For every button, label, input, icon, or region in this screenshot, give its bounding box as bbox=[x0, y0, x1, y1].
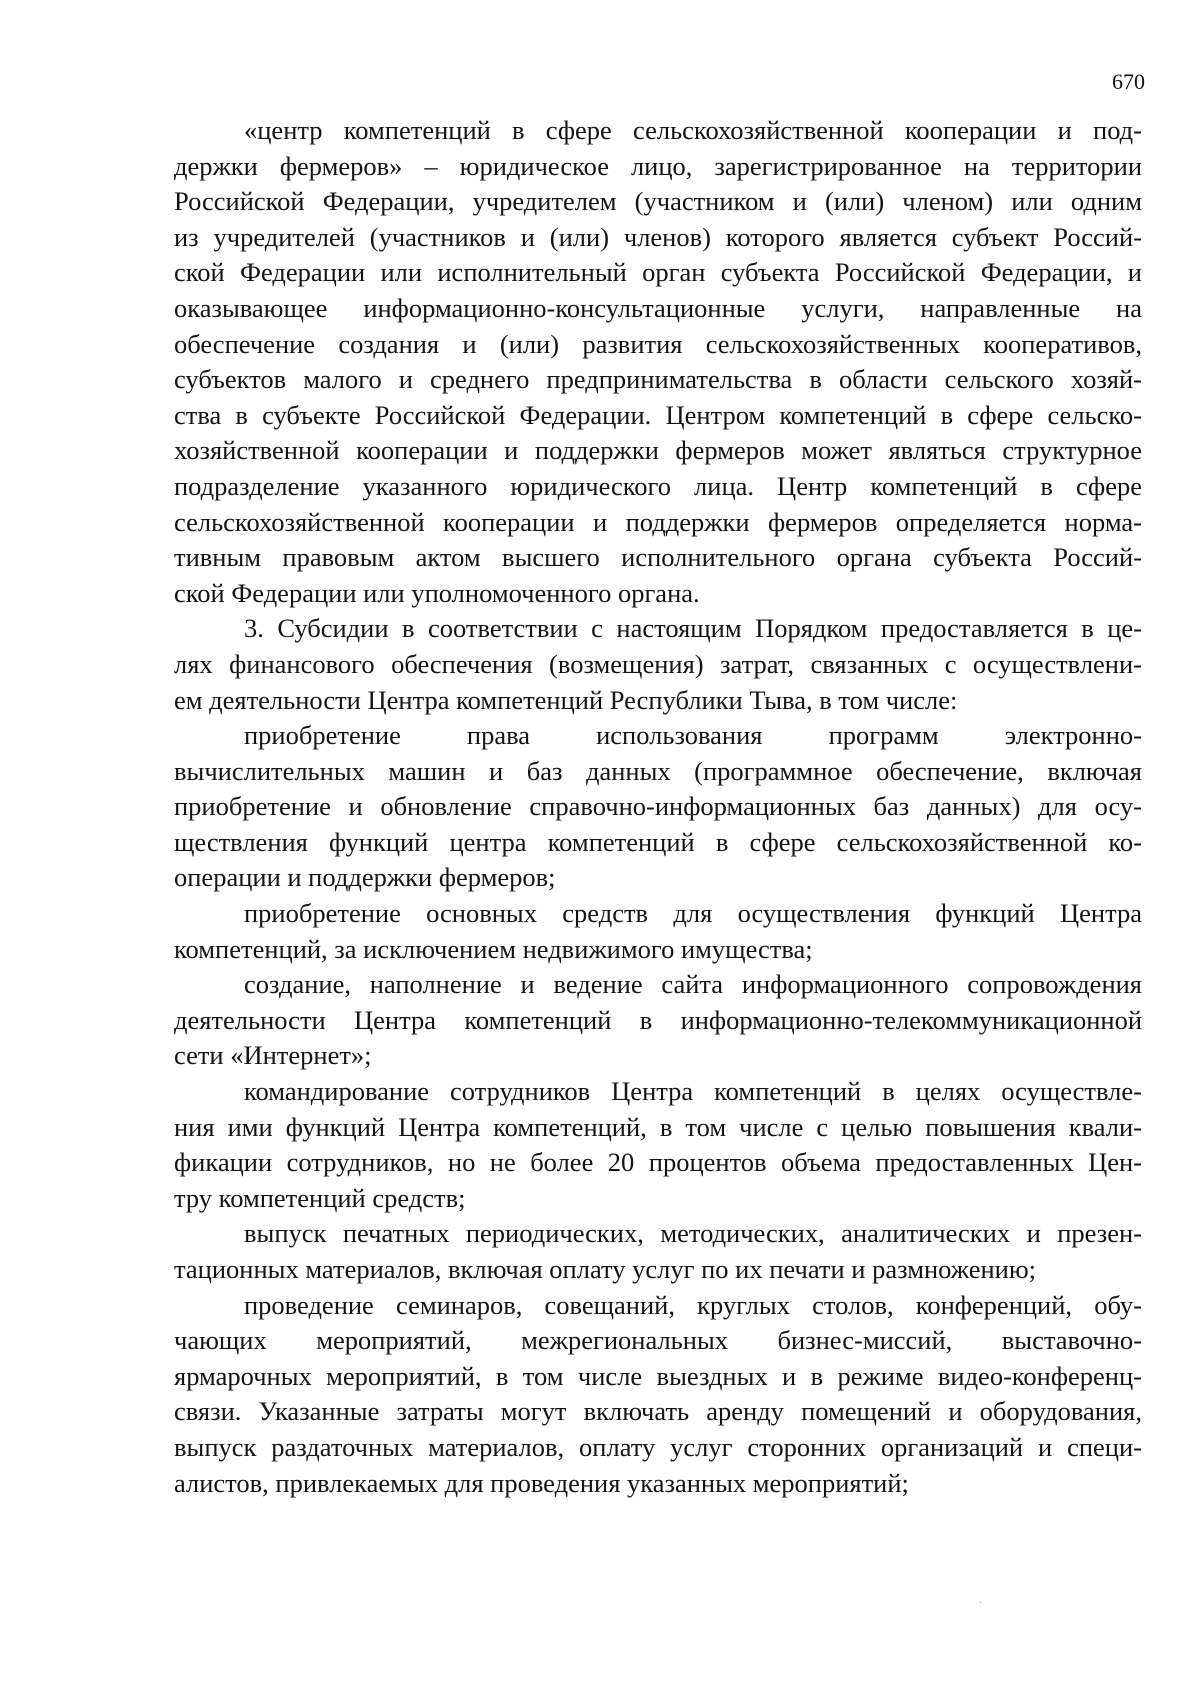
text-line: командирование сотрудников Центра компетенций в целях осуществле- bbox=[244, 1076, 1142, 1107]
text-line: 3. Субсидии в соответствии с настоящим Порядком предоставляется в це- bbox=[244, 613, 1142, 644]
paragraph-business-trips bbox=[174, 1074, 1142, 1216]
text-line: тационных материалов, включая оплату услуг по их печати и размножению; bbox=[174, 1254, 1037, 1284]
paragraph-events bbox=[174, 1288, 1142, 1502]
text-line: обеспечение создания и (или) развития сельскохозяйственных кооперативов, bbox=[174, 328, 1142, 359]
text-line: держки фермеров» – юридическое лицо, зарегистрированное на территории bbox=[174, 150, 1142, 181]
text-line: ярмарочных мероприятий, в том числе выездных и в режиме видео-конференц- bbox=[174, 1360, 1142, 1391]
text-line: приобретение основных средств для осуществления функций Центра bbox=[244, 898, 1142, 929]
text-line: вычислительных машин и баз данных (программное обеспечение, включая bbox=[174, 755, 1142, 786]
paragraph-website bbox=[174, 967, 1142, 1074]
text-line: из учредителей (участников и (или) членов) которого является субъект Россий- bbox=[174, 221, 1142, 252]
text-line: деятельности Центра компетенций в информационно-телекоммуникационной bbox=[174, 1004, 1142, 1035]
paragraph-software bbox=[174, 718, 1142, 896]
text-line: проведение семинаров, совещаний, круглых столов, конференций, обу- bbox=[244, 1289, 1142, 1320]
text-line: сельскохозяйственной кооперации и поддержки фермеров определяется норма- bbox=[174, 506, 1142, 537]
text-line: чающих мероприятий, межрегиональных бизнес-миссий, выставочно- bbox=[174, 1325, 1142, 1356]
text-line: ем деятельности Центра компетенций Республики Тыва, в том числе: bbox=[174, 684, 958, 715]
text-line: выпуск раздаточных материалов, оплату услуг сторонних организаций и специ- bbox=[174, 1431, 1142, 1462]
text-line: ской Федерации или уполномоченного органа. bbox=[174, 577, 700, 608]
text-line: сети «Интернет»; bbox=[174, 1040, 372, 1071]
paragraph-item-3 bbox=[174, 611, 1142, 718]
page-number: 670 bbox=[1112, 69, 1145, 94]
text-line: оказывающее информационно-консультационные услуги, направленные на bbox=[174, 292, 1142, 323]
text-line: лях финансового обеспечения (возмещения) затрат, связанных с осуществлени- bbox=[174, 648, 1142, 679]
text-line: ской Федерации или исполнительный орган субъекта Российской Федерации, и bbox=[174, 257, 1142, 288]
paragraph-fixed-assets bbox=[174, 896, 1142, 967]
text-line: алистов, привлекаемых для проведения указанных мероприятий; bbox=[174, 1467, 909, 1498]
text-line: ществления функций центра компетенций в сфере сельскохозяйственной ко- bbox=[174, 826, 1142, 857]
paragraph-definition bbox=[174, 113, 1142, 611]
text-line: «центр компетенций в сфере сельскохозяйственной кооперации и под- bbox=[244, 115, 1142, 145]
text-line: хозяйственной кооперации и поддержки фермеров может являться структурное bbox=[174, 435, 1142, 466]
text-line: выпуск печатных периодических, методических, аналитических и презен- bbox=[244, 1218, 1142, 1249]
text-line: субъектов малого и среднего предпринимательства в области сельского хозяй- bbox=[174, 364, 1142, 395]
document-body bbox=[174, 113, 1142, 1501]
text-line: компетенций, за исключением недвижимого имущества; bbox=[174, 933, 813, 964]
text-line: ства в субъекте Российской Федерации. Центром компетенций в сфере сельско- bbox=[174, 399, 1142, 430]
text-line: Российской Федерации, учредителем (участником и (или) членом) или одним bbox=[174, 186, 1142, 217]
text-line: приобретение и обновление справочно-информационных баз данных) для осу- bbox=[174, 791, 1142, 822]
text-line: ния ими функций Центра компетенций, в том числе с целью повышения квали- bbox=[174, 1111, 1142, 1142]
text-line: тивным правовым актом высшего исполнительного органа субъекта Россий- bbox=[174, 542, 1142, 573]
paragraph-printed-materials bbox=[174, 1216, 1142, 1287]
text-line: операции и поддержки фермеров; bbox=[174, 862, 556, 893]
text-line: приобретение права использования программ электронно- bbox=[244, 720, 1142, 751]
text-line: связи. Указанные затраты могут включать аренду помещений и оборудования, bbox=[174, 1396, 1142, 1427]
scan-speck bbox=[980, 1602, 981, 1603]
text-line: тру компетенций средств; bbox=[174, 1182, 466, 1213]
text-line: фикации сотрудников, но не более 20 процентов объема предоставленных Цен- bbox=[174, 1147, 1142, 1178]
text-line: создание, наполнение и ведение сайта информационного сопровождения bbox=[244, 969, 1142, 1000]
text-line: подразделение указанного юридического лица. Центр компетенций в сфере bbox=[174, 470, 1142, 501]
